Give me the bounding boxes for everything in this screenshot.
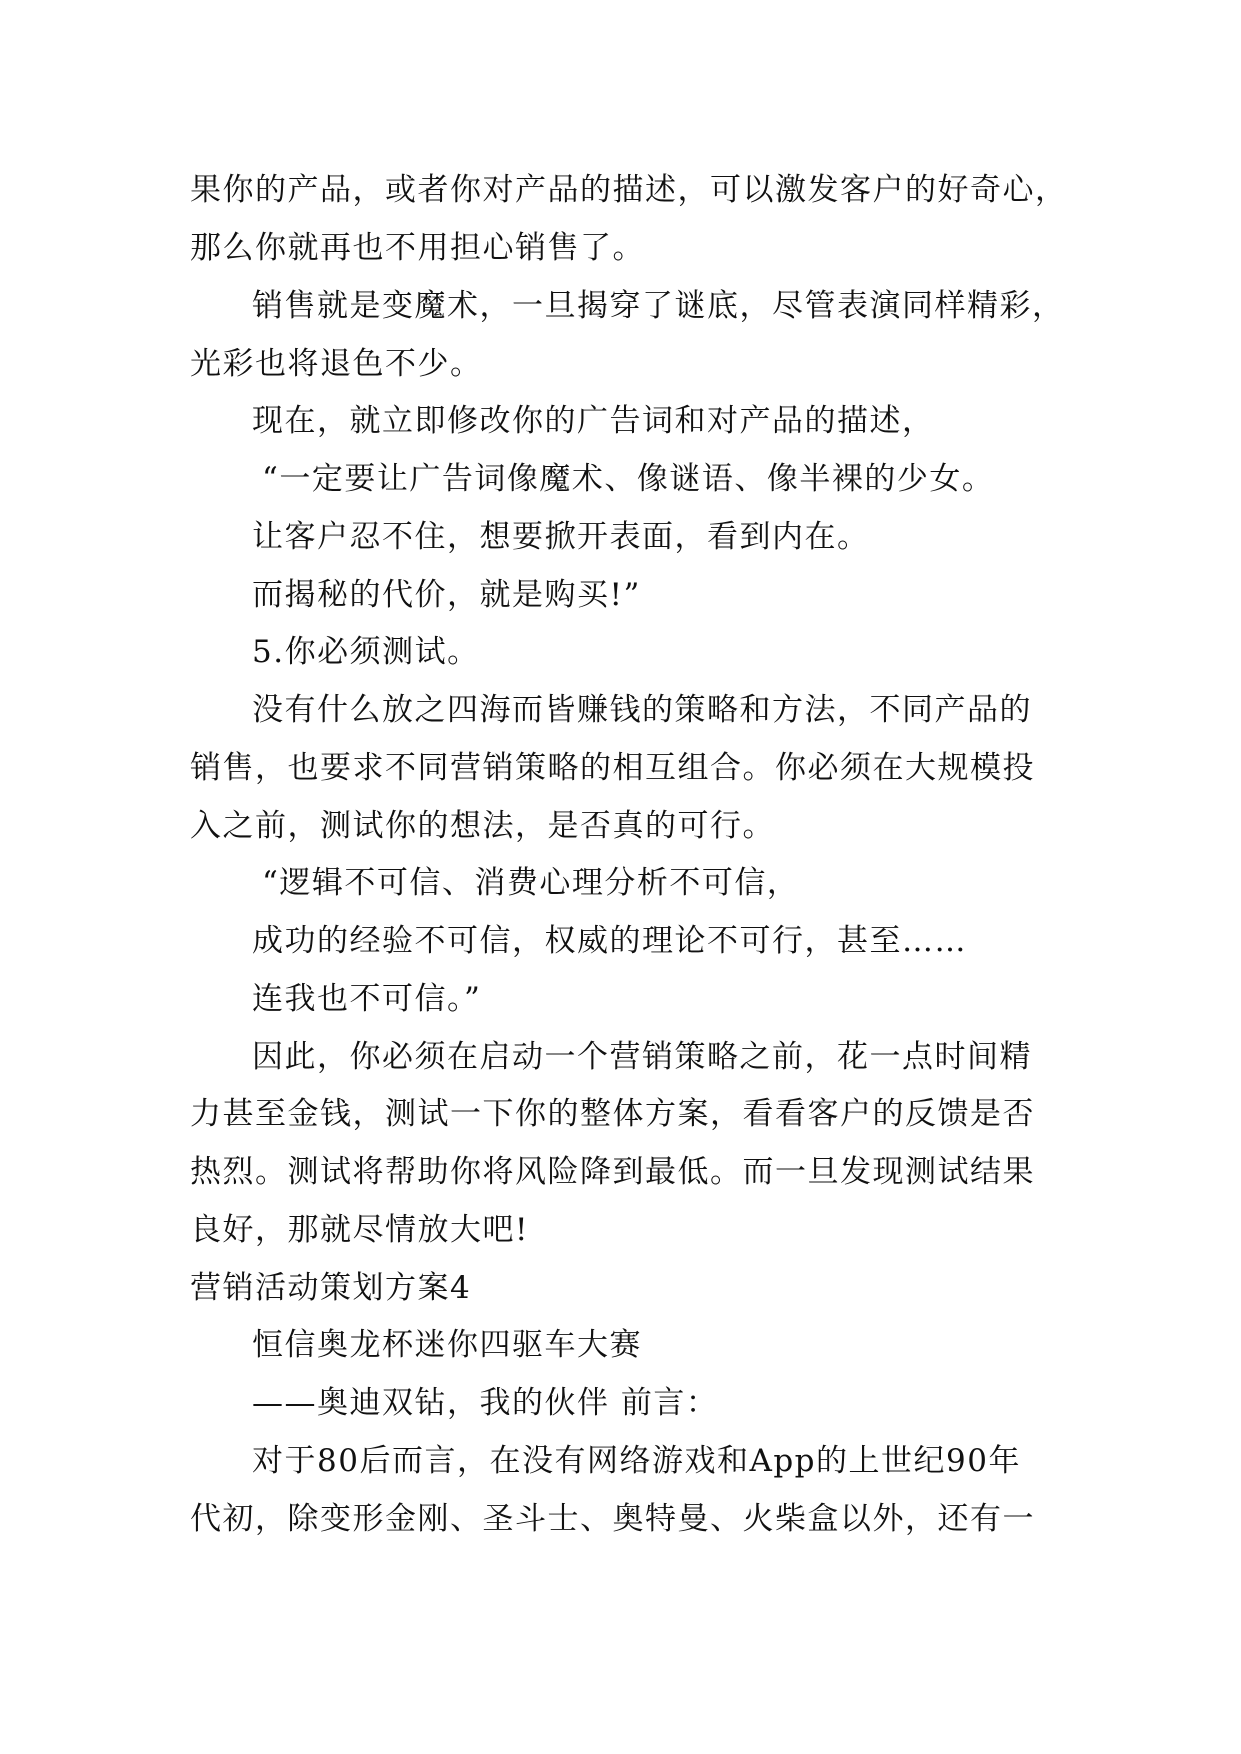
section-title: 营销活动策划方案4 [190, 1270, 472, 1306]
quote-line: 让客户忍不住，想要掀开表面，看到内在。 [252, 519, 870, 555]
paragraph-line: 没有什么放之四海而皆赚钱的策略和方法，不同产品的 [252, 692, 1032, 728]
quote-line: 成功的经验不可信，权威的理论不可行，甚至…… [252, 923, 967, 959]
paragraph-line: 那么你就再也不用担心销售了。 [190, 230, 645, 266]
quote-line: 连我也不可信。” [252, 981, 482, 1017]
paragraph-line: 良好，那就尽情放大吧! [190, 1212, 529, 1248]
paragraph-line: 对于80后而言，在没有网络游戏和App的上世纪90年 [252, 1443, 1021, 1479]
section-heading: 5.你必须测试。 [252, 634, 480, 670]
paragraph-line: 果你的产品，或者你对产品的描述，可以激发客户的好奇心， [190, 172, 1068, 208]
quote-line: “逻辑不可信、消费心理分析不可信， [262, 865, 800, 901]
paragraph-line: 力甚至金钱，测试一下你的整体方案，看看客户的反馈是否 [190, 1096, 1035, 1132]
paragraph-line: 现在，就立即修改你的广告词和对产品的描述， [252, 403, 935, 439]
paragraph-line: 入之前，测试你的想法，是否真的可行。 [190, 808, 775, 844]
paragraph-line: 因此，你必须在启动一个营销策略之前，花一点时间精 [252, 1039, 1032, 1075]
paragraph-line: 热烈。测试将帮助你将风险降到最低。而一旦发现测试结果 [190, 1154, 1035, 1190]
paragraph-line: 光彩也将退色不少。 [190, 346, 483, 382]
event-subtitle: ——奥迪双钻，我的伙伴 前言： [252, 1385, 719, 1421]
quote-line: “一定要让广告词像魔术、像谜语、像半裸的少女。 [262, 461, 995, 497]
event-title: 恒信奥龙杯迷你四驱车大赛 [252, 1327, 642, 1363]
paragraph-line: 销售，也要求不同营销策略的相互组合。你必须在大规模投 [190, 750, 1035, 786]
paragraph-line: 销售就是变魔术，一旦揭穿了谜底，尽管表演同样精彩， [252, 288, 1065, 324]
paragraph-line: 代初，除变形金刚、圣斗士、奥特曼、火柴盒以外，还有一 [190, 1501, 1035, 1537]
quote-line: 而揭秘的代价，就是购买!” [252, 577, 641, 613]
